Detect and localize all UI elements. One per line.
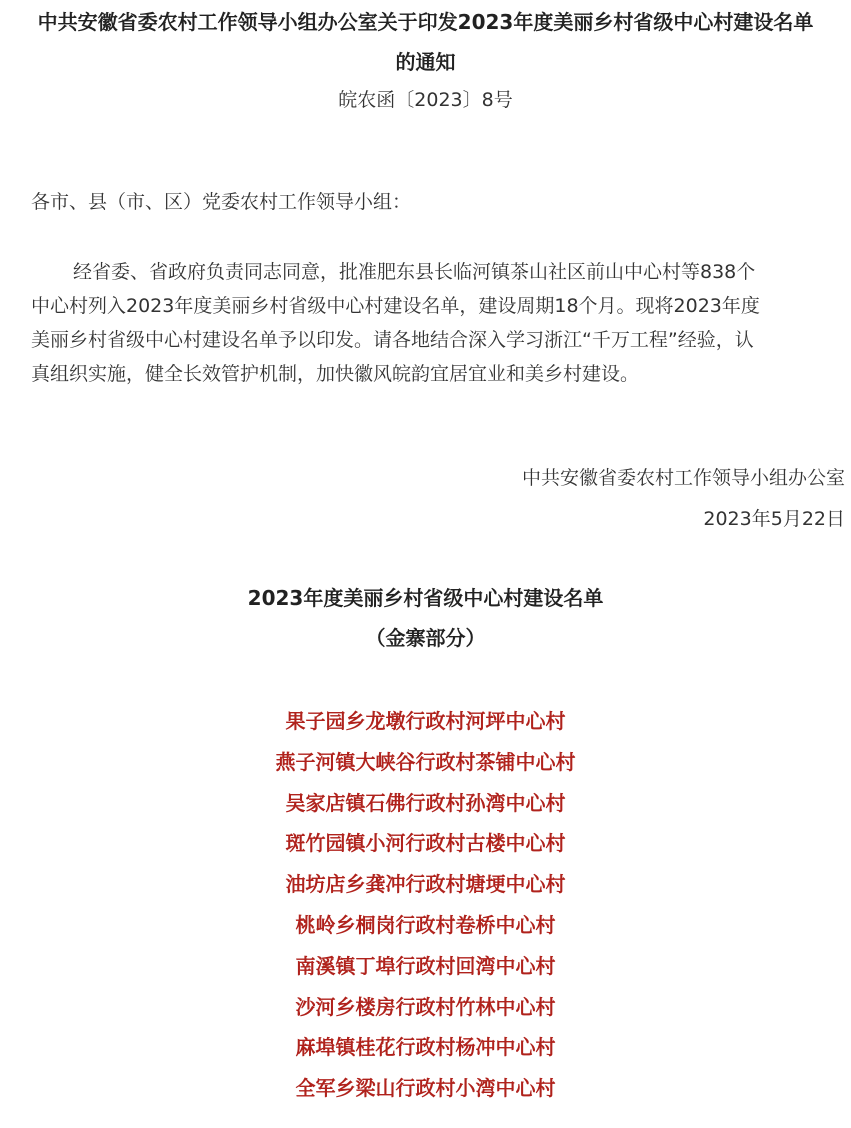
issue-date: 2023年5月22日 <box>703 508 845 530</box>
list-title: 2023年度美丽乡村省级中心村建设名单 <box>247 586 604 610</box>
village-item: 吴家店镇石佛行政村孙湾中心村 <box>285 790 566 815</box>
notice-body <box>31 255 845 391</box>
salutation: 各市、县（市、区）党委农村工作领导小组： <box>31 191 412 213</box>
issuer-signature: 中共安徽省委农村工作领导小组办公室 <box>521 467 845 489</box>
village-item: 南溪镇丁埠行政村回湾中心村 <box>295 953 556 978</box>
body-line: 美丽乡村省级中心村建设名单予以印发。请各地结合深入学习浙江“千万工程”经验，认 <box>31 329 754 351</box>
village-item: 麻埠镇桂花行政村杨冲中心村 <box>295 1035 556 1060</box>
body-line: 中心村列入2023年度美丽乡村省级中心村建设名单，建设周期18个月。现将2023年度 <box>31 295 760 317</box>
village-item: 沙河乡楼房行政村竹林中心村 <box>295 994 556 1019</box>
notice-title-line1: 中共安徽省委农村工作领导小组办公室关于印发2023年度美丽乡村省级中心村建设名单 <box>37 10 814 34</box>
village-item: 燕子河镇大峡谷行政村茶铺中心村 <box>275 749 576 774</box>
list-subtitle: （金寨部分） <box>365 626 486 650</box>
village-item: 桃岭乡桐岗行政村卷桥中心村 <box>295 912 556 937</box>
document-number: 皖农函〔2023〕8号 <box>338 89 513 111</box>
village-item: 斑竹园镇小河行政村古楼中心村 <box>285 831 566 856</box>
village-item: 果子园乡龙墩行政村河坪中心村 <box>285 709 566 733</box>
village-list <box>16 707 835 1115</box>
village-item: 油坊店乡龚冲行政村塘埂中心村 <box>285 872 566 897</box>
notice-title-line2: 的通知 <box>395 50 456 74</box>
village-item: 全军乡梁山行政村小湾中心村 <box>295 1076 556 1101</box>
body-line: 真组织实施，健全长效管护机制，加快徽风皖韵宜居宜业和美乡村建设。 <box>31 363 640 385</box>
body-line: 经省委、省政府负责同志同意，批准肥东县长临河镇茶山社区前山中心村等838个 <box>73 261 756 283</box>
